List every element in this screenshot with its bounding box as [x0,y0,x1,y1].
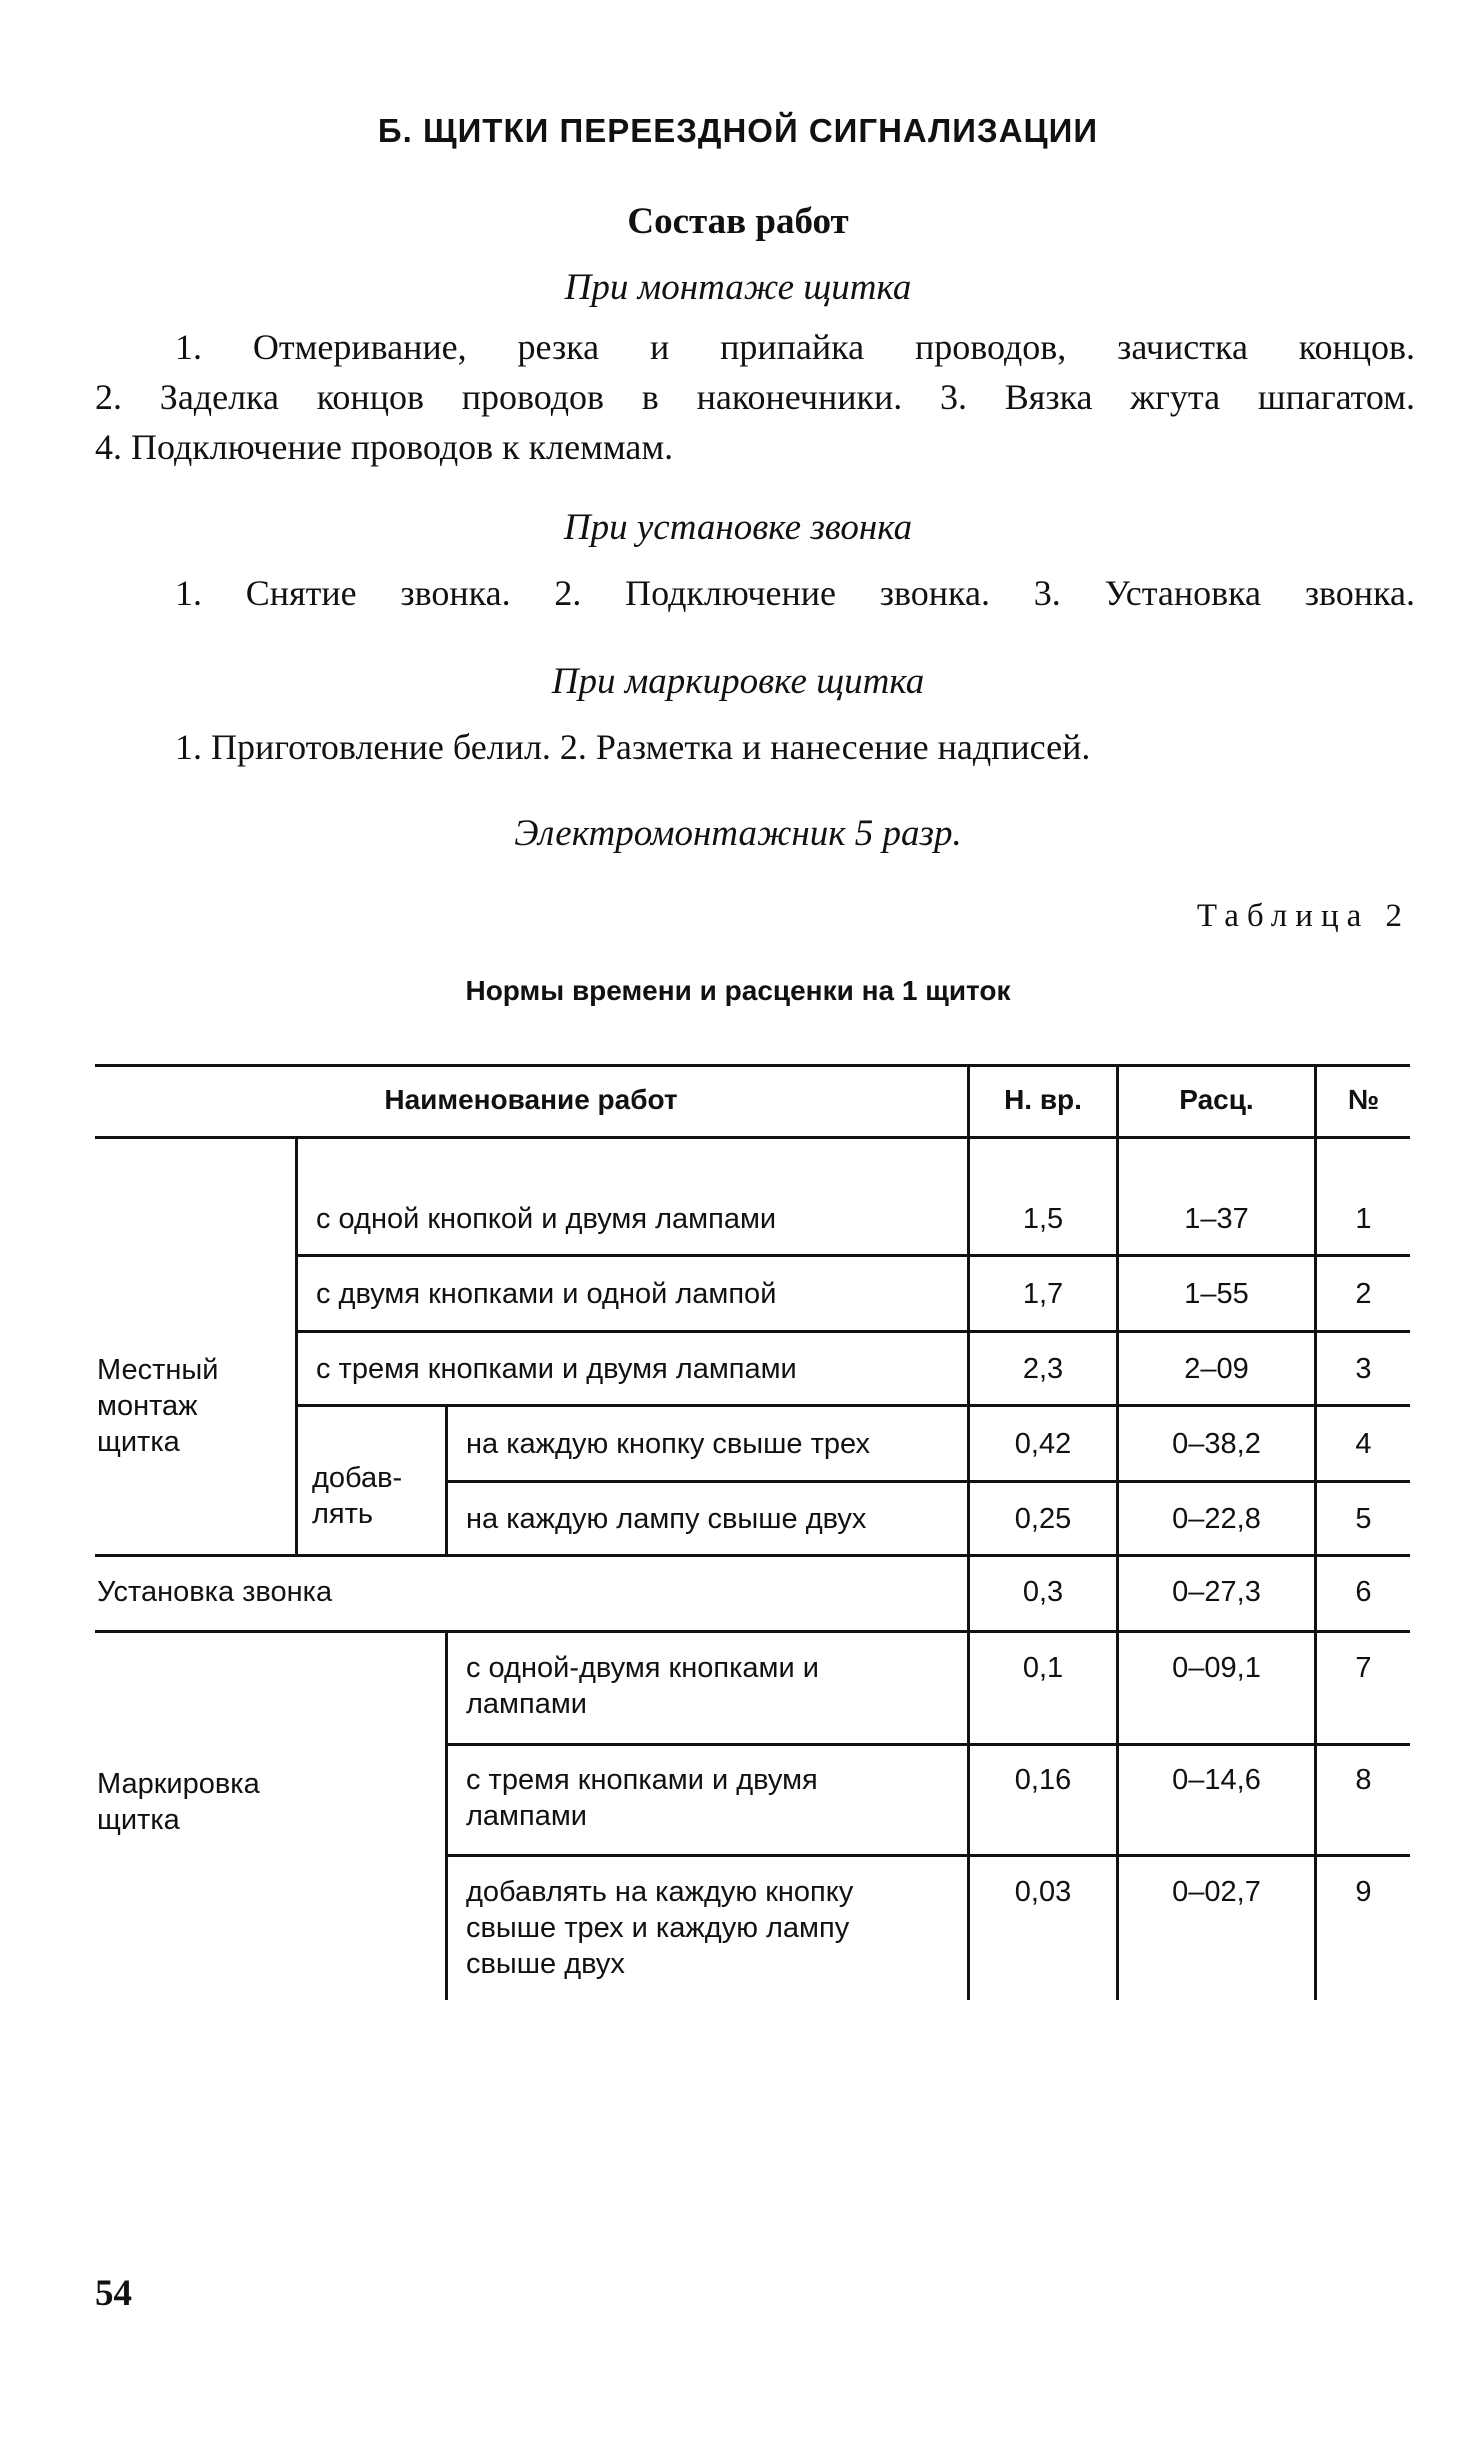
header-rate: Расц. [1179,1084,1254,1115]
group-marking: Маркировка щитка [97,1768,260,1836]
row-2-number: 2 [1355,1278,1372,1310]
row-3-norm: 2,3 [1022,1353,1064,1385]
table-top-rule [95,1064,1410,1067]
row-5-norm: 0,25 [1014,1503,1072,1535]
row-rule [295,1404,1410,1407]
row-6-number: 6 [1355,1576,1372,1608]
header-name: Наименование работ [384,1084,678,1115]
row-7-norm: 0,1 [1022,1652,1064,1684]
section-title: Б. ЩИТКИ ПЕРЕЕЗДНОЙ СИГНАЛИЗАЦИИ [377,112,1099,149]
table-header-rule [95,1136,1410,1139]
row-4-norm: 0,42 [1014,1428,1072,1460]
bell-heading: При установке звонка [563,507,913,548]
row-1-rate: 1–37 [1184,1203,1249,1235]
group-add: добав-лять [312,1462,403,1530]
row-9-name: добавлять на каждую кнопку свыше трех и каждую лампу свыше двух [466,1876,854,1980]
mounting-heading: При монтаже щитка [564,267,912,308]
row-7-number: 7 [1355,1652,1372,1684]
row-5-name: на каждую лампу свыше двух [466,1503,867,1535]
row-2-norm: 1,7 [1022,1278,1064,1310]
row-rule [445,1854,1410,1857]
row-rule [295,1330,1410,1333]
row-5-rate: 0–22,8 [1172,1503,1261,1535]
row-6-norm: 0,3 [1022,1576,1064,1608]
header-norm: Н. вр. [1004,1084,1082,1115]
row-5-number: 5 [1355,1503,1372,1535]
col-rule [445,1404,448,1554]
row-3-number: 3 [1355,1353,1372,1385]
row-9-norm: 0,03 [1014,1876,1072,1908]
table-caption: Таблица 2 [1196,898,1410,934]
marking-heading: При маркировке щитка [551,661,925,702]
group-local-mounting: Местный монтаж щитка [97,1354,219,1458]
row-7-rate: 0–09,1 [1172,1652,1261,1684]
row-6-name: Установка звонка [97,1576,333,1608]
row-8-norm: 0,16 [1014,1764,1072,1796]
col-rule [295,1136,298,1554]
row-4-number: 4 [1355,1428,1372,1460]
page-number: 54 [95,2273,132,2314]
row-2-name: с двумя кнопками и одной лампой [316,1278,777,1310]
row-rule [445,1743,1410,1746]
row-1-number: 1 [1355,1203,1372,1235]
bell-text: 1. Снятие звонка. 2. Подключение звонка. 3. Установка звонка. [175,573,1415,613]
marking-text: 1. Приготовление белил. 2. Разметка и нанесение надписей. [175,727,1091,767]
table-title: Нормы времени и расценки на 1 щиток [465,975,1011,1006]
row-8-name: с тремя кнопками и двумя лампами [466,1764,818,1832]
row-rule [95,1630,1410,1633]
col-rule [445,1630,448,2000]
row-rule [295,1254,1410,1257]
header-number: № [1347,1084,1380,1115]
row-3-rate: 2–09 [1184,1353,1249,1385]
row-3-name: с тремя кнопками и двумя лампами [316,1353,797,1385]
row-rule [95,1554,1410,1557]
mounting-line-1: 1. Отмеривание, резка и припайка проводов, зачистка концов. [175,327,1415,367]
row-rule [445,1480,1410,1483]
row-8-number: 8 [1355,1764,1372,1796]
mounting-line-3: 4. Подключение проводов к клеммам. [95,427,674,467]
row-4-name: на каждую кнопку свыше трех [466,1428,870,1460]
row-4-rate: 0–38,2 [1172,1428,1261,1460]
row-1-name: с одной кнопкой и двумя лампами [316,1203,777,1235]
row-2-rate: 1–55 [1184,1278,1249,1310]
mounting-line-2: 2. Заделка концов проводов в наконечники. 3. Вязка жгута шпагатом. [95,377,1415,417]
row-8-rate: 0–14,6 [1172,1764,1261,1796]
row-6-rate: 0–27,3 [1172,1576,1261,1608]
row-1-norm: 1,5 [1022,1203,1064,1235]
row-7-name: с одной-двумя кнопками и лампами [466,1652,819,1720]
row-9-rate: 0–02,7 [1172,1876,1261,1908]
row-9-number: 9 [1355,1876,1372,1908]
work-composition-title: Состав работ [627,201,849,242]
worker-category: Электромонтажник 5 разр. [514,813,962,854]
